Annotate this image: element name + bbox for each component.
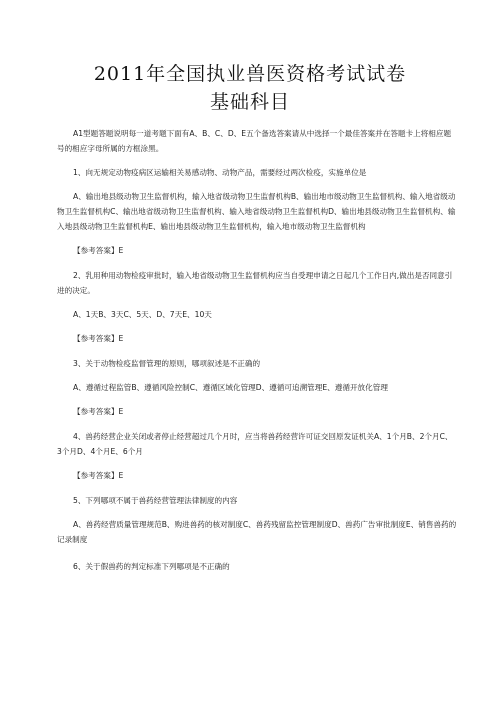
question-5-stem: 5、下列哪项不属于兽药经营管理法律制度的内容 <box>73 496 238 505</box>
question-4-answer: 【参考答案】E <box>73 471 124 480</box>
question-1-options: A、输出地县级动物卫生监督机构，输入地省级动物卫生监督机构B、输出地市级动物卫生监督机构、输入地省级动物卫生监督机构C、输出地省级动物卫生监督机构、输入地省级动物卫生监督机构D、输出地县级动物卫生监督机构、输入地县级动物卫生监督机构E、输出地县级动物卫生监督机构，输入地市级动物卫生监督机构 <box>57 192 456 231</box>
question-3-answer: 【参考答案】E <box>73 407 124 416</box>
document-subtitle: 基础科目 <box>209 91 290 113</box>
question-3-options: A、遵循过程监管B、遵循风险控制C、遵循区域化管理D、遵循可追溯管理E、遵循开放化管理 <box>73 383 388 392</box>
question-2-answer: 【参考答案】E <box>73 334 124 343</box>
question-1-stem: 1、向无规定动物疫病区运输相关易感动物、动物产品，需要经过两次检疫，实施单位是 <box>73 168 367 177</box>
question-3-stem: 3、关于动物检疫监督管理的原则，哪项叙述是不正确的 <box>73 359 261 368</box>
question-2-options: A、1天B、3天C、5天、D、7天E、10天 <box>73 310 212 319</box>
question-6-stem: 6、关于假兽药的判定标准下列哪项是不正确的 <box>73 562 230 571</box>
instructions: A1型题答题说明每一道考题下面有A、B、C、D、E五个备选答案请从中选择一个最佳答案并在答题卡上将相应题号的相应字母所属的方框涂黑。 <box>57 129 452 153</box>
question-2-stem: 2、乳用种用动物检疫审批时，输入地省级动物卫生监督机构应当自受理申请之日起几个工作日内,做出是否同意引进的决定。 <box>57 271 453 295</box>
question-1-answer: 【参考答案】E <box>73 246 124 255</box>
document-body <box>57 126 457 583</box>
document-title: 2011年全国执业兽医资格考试试卷 <box>93 63 407 85</box>
question-4-stem: 4、兽药经营企业关闭或者停止经营超过几个月时，应当将兽药经营许可证交回原发证机关A、1个月B、2个月C、3个月D、4个月E、6个月 <box>57 432 453 456</box>
question-5-options: A、兽药经营质量管理规范B、购进兽药的核对制度C、兽药残留监控管理制度D、兽药广告审批制度E、销售兽药的记录制度 <box>57 520 457 544</box>
